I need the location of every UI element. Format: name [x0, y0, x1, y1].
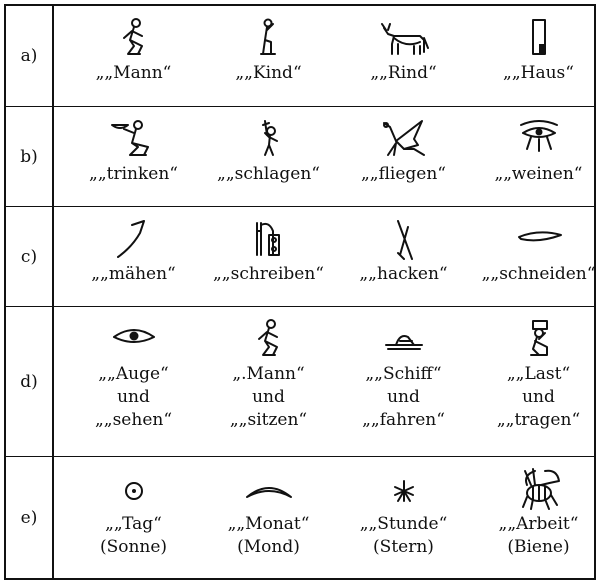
caption — [235, 62, 301, 85]
cell-schneiden — [471, 207, 602, 306]
caption-line: (Biene) — [507, 537, 570, 557]
cell-mann-sitzen — [201, 307, 336, 456]
table-row-a — [6, 6, 594, 106]
caption — [96, 62, 172, 85]
weeping-eye-glyph-icon — [509, 119, 569, 163]
caption — [230, 363, 307, 432]
cell-mann — [66, 6, 201, 106]
caption — [89, 163, 178, 186]
caption — [482, 263, 596, 286]
cell-rind — [336, 6, 471, 106]
caption-line: (Mond) — [237, 537, 300, 557]
cell-stunde — [336, 457, 471, 578]
caption-line: „„Mann“ — [95, 63, 172, 83]
scribe-kit-glyph-icon — [239, 219, 299, 263]
row-label: e) — [6, 457, 54, 578]
caption — [503, 62, 574, 85]
caption — [213, 263, 324, 286]
caption-line: „„Stunde“ — [359, 514, 448, 534]
table-row-e — [6, 456, 594, 578]
house-glyph-icon — [509, 18, 569, 62]
striking-man-glyph-icon — [239, 119, 299, 163]
caption-line: „„Tag“ — [105, 514, 162, 534]
flying-bird-glyph-icon — [374, 119, 434, 163]
seated-man-glyph-icon — [239, 319, 299, 363]
caption-line: „„sehen“ — [94, 410, 173, 430]
cell-schiff — [336, 307, 471, 456]
caption-line: „„weinen“ — [494, 164, 583, 184]
caption-line: und — [387, 387, 420, 407]
caption-line: (Stern) — [373, 537, 434, 557]
cell-maehen — [66, 207, 201, 306]
cell-tag — [66, 457, 201, 578]
caption — [95, 363, 172, 432]
cell-auge — [66, 307, 201, 456]
caption — [499, 513, 579, 559]
caption-line: „„Auge“ — [98, 364, 169, 384]
ox-glyph-icon — [374, 18, 434, 62]
caption-line: „„schlagen“ — [217, 164, 320, 184]
row-label: a) — [6, 6, 54, 106]
caption-line: „„Monat“ — [227, 514, 310, 534]
cell-kind — [201, 6, 336, 106]
caption-line: und — [117, 387, 150, 407]
caption — [360, 513, 448, 559]
eye-glyph-icon — [104, 319, 164, 363]
cell-hacken — [336, 207, 471, 306]
hoe-glyph-icon — [374, 219, 434, 263]
table-row-c — [6, 206, 594, 306]
child-glyph-icon — [239, 18, 299, 62]
caption-line: und — [522, 387, 555, 407]
cell-monat — [201, 457, 336, 578]
hieroglyph-table — [4, 4, 596, 580]
caption-line: und — [252, 387, 285, 407]
cell-weinen — [471, 107, 602, 206]
caption-line: „„sitzen“ — [229, 410, 308, 430]
caption — [370, 62, 436, 85]
cell-trinken — [66, 107, 201, 206]
star-glyph-icon — [374, 469, 434, 513]
caption-line: „„Kind“ — [235, 63, 302, 83]
caption-line: „„Rind“ — [370, 63, 437, 83]
bee-glyph-icon — [509, 469, 569, 513]
caption — [497, 363, 580, 432]
cell-schreiben — [201, 207, 336, 306]
drinking-man-glyph-icon — [104, 119, 164, 163]
caption-line: „„fliegen“ — [360, 164, 447, 184]
kneeling-man-glyph-icon — [104, 18, 164, 62]
caption-line: „„Schiff“ — [365, 364, 442, 384]
cell-schlagen — [201, 107, 336, 206]
knife-glyph-icon — [509, 219, 569, 263]
caption — [361, 163, 446, 186]
cell-haus — [471, 6, 602, 106]
caption-line: (Sonne) — [99, 537, 168, 557]
cell-arbeit — [471, 457, 602, 578]
table-row-b — [6, 106, 594, 206]
cell-fliegen — [336, 107, 471, 206]
caption-line: „„hacken“ — [359, 264, 448, 284]
sun-glyph-icon — [104, 469, 164, 513]
caption — [494, 163, 582, 186]
boat-glyph-icon — [374, 319, 434, 363]
moon-glyph-icon — [239, 469, 299, 513]
row-label: d) — [6, 307, 54, 456]
caption — [359, 263, 447, 286]
sickle-glyph-icon — [104, 219, 164, 263]
caption-line: „„mähen“ — [91, 264, 176, 284]
caption-line: „„fahren“ — [362, 410, 445, 430]
row-label: b) — [6, 107, 54, 206]
caption-line: „„Haus“ — [503, 63, 574, 83]
caption-line: „.Mann“ — [232, 364, 305, 384]
caption — [217, 163, 320, 186]
caption-line: „„schreiben“ — [212, 264, 324, 284]
caption — [228, 513, 310, 559]
row-label: c) — [6, 207, 54, 306]
caption-line: „„schneiden“ — [481, 264, 596, 284]
caption-line: „„Arbeit“ — [498, 514, 579, 534]
table-row-d — [6, 306, 594, 456]
caption-line: „„Last“ — [506, 364, 571, 384]
caption-line: „„tragen“ — [496, 410, 581, 430]
caption-line: „„trinken“ — [89, 164, 178, 184]
caption — [362, 363, 445, 432]
caption — [100, 513, 167, 559]
caption — [91, 263, 176, 286]
cell-last — [471, 307, 602, 456]
man-with-load-glyph-icon — [509, 319, 569, 363]
